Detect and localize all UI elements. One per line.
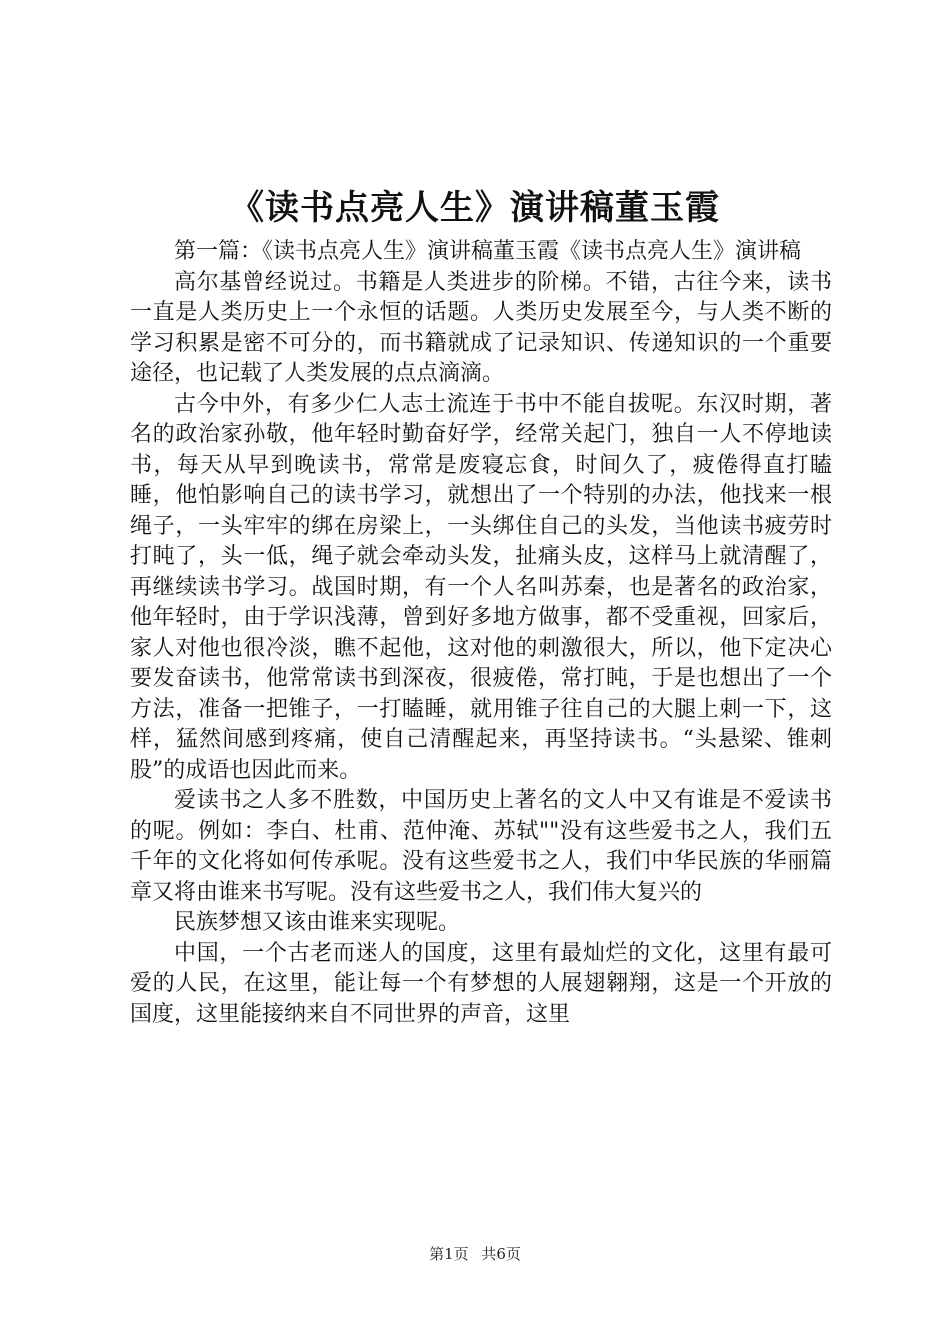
page-number: 第1页 (429, 1245, 469, 1263)
page-footer (0, 1244, 950, 1264)
document-body (130, 237, 832, 1030)
page-total: 共6页 (481, 1245, 521, 1263)
paragraph: 古今中外，有多少仁人志士流连于书中不能自拔呢。东汉时期，著名的政治家孙敬，他年轻时勤奋好学，经常关起门，独自一人不停地读书，每天从早到晚读书，常常是废寝忘食，时间久了，疲倦得直打瞌睡，他怕影响自己的读书学习，就想出了一个特别的办法，他找来一根绳子，一头牢牢的绑在房梁上，一头绑住自己的头发，当他读书疲劳时打盹了，头一低，绳子就会牵动头发，扯痛头皮，这样马上就清醒了，再继续读书学习。战国时期，有一个人名叫苏秦，也是著名的政治家，他年轻时，由于学识浅薄，曾到好多地方做事，都不受重视，回家后，家人对他也很冷淡，瞧不起他，这对他的刺激很大，所以，他下定决心要发奋读书，他常常读书到深夜，很疲倦，常打盹，于是也想出了一个方法，准备一把锥子，一打瞌睡，就用锥子往自己的大腿上刺一下，这样，猛然间感到疼痛，使自己清醒起来，再坚持读书。“头悬梁、锥刺股”的成语也因此而来。 (130, 391, 832, 783)
paragraph: 高尔基曾经说过。书籍是人类进步的阶梯。不错，古往今来，读书一直是人类历史上一个永恒的话题。人类历史发展至今，与人类不断的学习积累是密不可分的，而书籍就成了记录知识、传递知识的一个重要途径，也记载了人类发展的点点滴滴。 (130, 269, 832, 386)
paragraph: 中国，一个古老而迷人的国度，这里有最灿烂的文化，这里有最可爱的人民，在这里，能让每一个有梦想的人展翅翱翔，这是一个开放的国度，这里能接纳来自不同世界的声音，这里 (130, 940, 832, 1027)
paragraph: 爱读书之人多不胜数，中国历史上著名的文人中又有谁是不爱读书的呢。例如：李白、杜甫、范仲淹、苏轼""没有这些爱书之人，我们五千年的文化将如何传承呢。没有这些爱书之人，我们中华民族的华丽篇章又将由谁来书写呢。没有这些爱书之人，我们伟大复兴的 (130, 788, 832, 905)
document-title: 《读书点亮人生》演讲稿董玉霞 (230, 188, 720, 228)
paragraph: 民族梦想又该由谁来实现呢。 (174, 910, 461, 935)
paragraph-heading: 第一篇：《读书点亮人生》演讲稿董玉霞《读书点亮人生》演讲稿 (174, 239, 802, 264)
